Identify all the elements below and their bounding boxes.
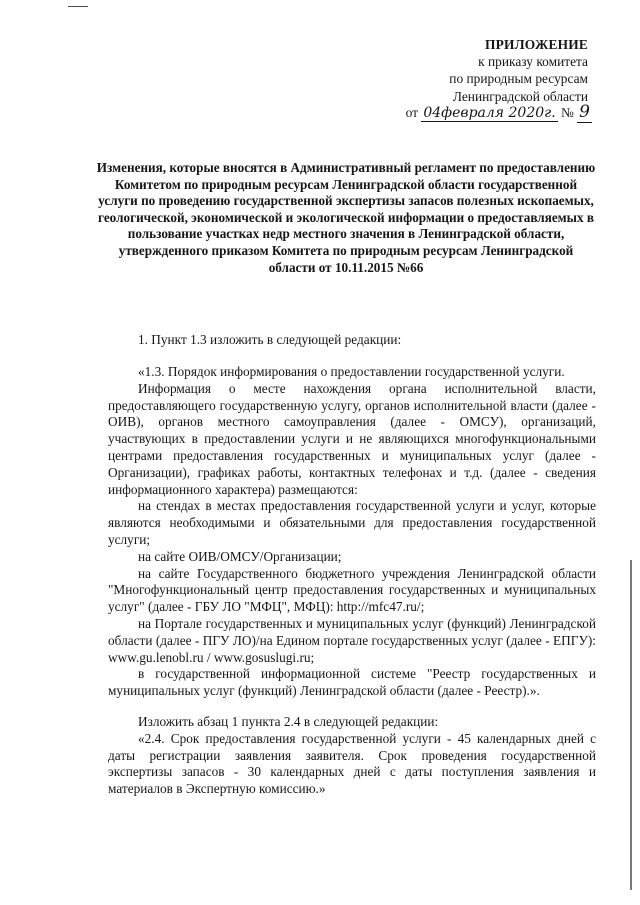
paragraph-site: на сайте ОИВ/ОМСУ/Организации;: [138, 548, 342, 564]
paragraph-2-4: «2.4. Срок предоставления государственной услуги - 45 календарных дней с даты регистрации заявления заявителя. Срок проведения государственной экспертизы запасов - 30 календарных дней с даты поступления заявления и материалов в Экспертную комиссию.»: [108, 730, 596, 797]
paragraph-stands: на стендах в местах предоставления государственной услуги и услуг, которые являются необходимыми и обязательными для предоставления государственной услуги;: [108, 498, 596, 547]
handwritten-number: 9: [579, 102, 590, 122]
date-prefix: от: [405, 105, 418, 120]
paragraph-registry: в государственной информационной системе "Реестр государственных и муниципальных услуг (функций) Ленинградской области (далее - Реестр).».: [108, 666, 596, 699]
paragraph-1-3: «1.3. Порядок информирования о предоставлении государственной услуги.: [138, 364, 565, 379]
attachment-title: ПРИЛОЖЕНИЕ: [484, 37, 588, 52]
number-label: №: [561, 105, 574, 120]
attachment-line-2: по природным ресурсам: [449, 71, 588, 87]
scan-artifact: [68, 6, 88, 7]
paragraph-info: Информация о месте нахождения органа исполнительной власти, предоставляющего государственную услугу, органов исполнительной власти (далее - ОИВ), органов местного самоуправления (далее - ОМСУ), организаций, участвующих в предоставлении услуги и не являющихся многофункциональными центрами предоставления государственных и муниципальных услуг (далее - Организации), графиках работы, контактных телефонах и т.д. (далее - сведения информационного характера) размещаются:: [108, 380, 596, 497]
item-1-text: 1. Пункт 1.3 изложить в следующей редакции:: [138, 332, 402, 347]
item-1: [108, 332, 596, 349]
section-1-3: [108, 364, 596, 798]
attachment-line-1: к приказу комитета: [478, 54, 588, 70]
order-date-line: [360, 104, 592, 122]
handwritten-date: 04февраля 2020г.: [423, 105, 556, 121]
document-heading: Изменения, которые вносятся в Административный регламент по предоставлению Комитетом по природным ресурсам Ленинградской области государственной услуги по проведению государственной экспертизы запасов полезных ископаемых, геологической, экономической и экологической информации о предоставляемых в пользование участках недр местного значения в Ленинградской области, утвержденного приказом Комитета по природным ресурсам Ленинградской области от 10.11.2015 №66: [96, 160, 596, 275]
paragraph-2-4-intro: Изложить абзац 1 пункта 2.4 в следующей редакции:: [138, 713, 439, 729]
paragraph-mfc: на сайте Государственного бюджетного учреждения Ленинградской области "Многофункциональный центр предоставления государственных и муниципальных услуг" (далее - ГБУ ЛО "МФЦ", МФЦ): http://mfc47.ru/;: [108, 565, 596, 615]
attachment-block: [360, 36, 588, 105]
scan-edge-artifact: [630, 560, 632, 890]
paragraph-portal: на Портале государственных и муниципальных услуг (функций) Ленинградской области (далее - ПГУ ЛО)/на Едином портале государственных услуг (далее - ЕПГУ): www.gu.lenobl.ru / www.gosuslugi.ru;: [108, 615, 596, 665]
attachment-line-3: Ленинградской области: [452, 88, 588, 104]
